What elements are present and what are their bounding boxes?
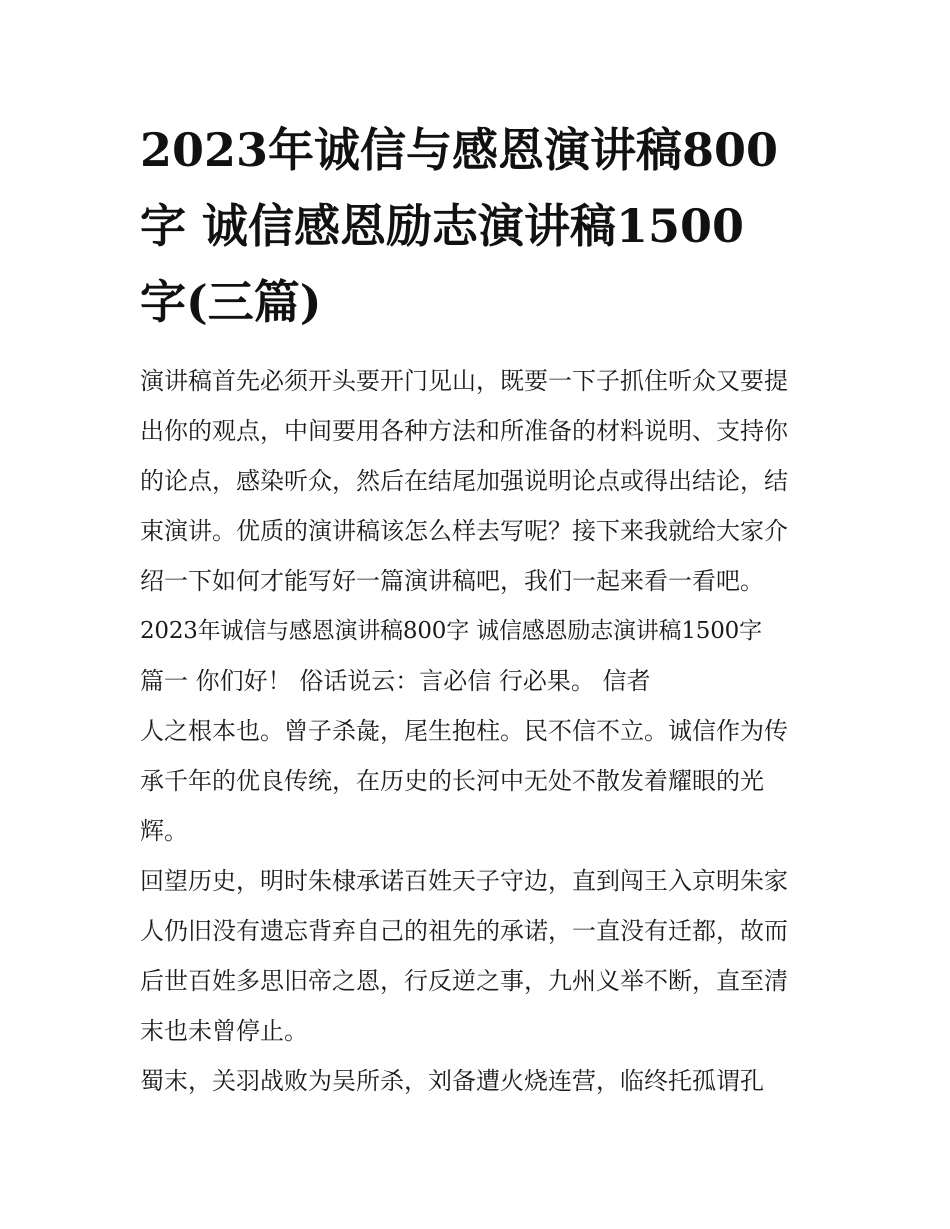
body-line: 出你的观点，中间要用各种方法和所准备的材料说明、支持你 <box>140 417 788 445</box>
title-line: 2023年诚信与感恩演讲稿800 <box>140 123 779 177</box>
document-title <box>140 112 820 340</box>
title-line: 字 诚信感恩励志演讲稿1500 <box>140 199 745 253</box>
body-line: 绍一下如何才能写好一篇演讲稿吧，我们一起来看一看吧。 <box>140 567 764 595</box>
body-line: 人之根本也。曾子杀彘，尾生抱柱。民不信不立。诚信作为传 <box>140 717 788 745</box>
body-line: 束演讲。优质的演讲稿该怎么样去写呢？接下来我就给大家介 <box>140 517 788 545</box>
body-line: 辉。 <box>140 817 188 845</box>
body-line: 末也未曾停止。 <box>140 1017 308 1045</box>
body-line: 蜀末，关羽战败为吴所杀，刘备遭火烧连营，临终托孤谓孔 <box>140 1067 764 1095</box>
body-line: 的论点，感染听众，然后在结尾加强说明论点或得出结论，结 <box>140 467 788 495</box>
body-line: 后世百姓多思旧帝之恩，行反逆之事，九州义举不断，直至清 <box>140 967 788 995</box>
document-body <box>140 356 820 1106</box>
body-line: 承千年的优良传统，在历史的长河中无处不散发着耀眼的光 <box>140 767 764 795</box>
body-line: 篇一 你们好！ 俗话说云：言必信 行必果。 信者 <box>140 667 651 695</box>
body-line: 演讲稿首先必须开头要开门见山，既要一下子抓住听众又要提 <box>140 367 788 395</box>
body-line: 2023年诚信与感恩演讲稿800字 诚信感恩励志演讲稿1500字 <box>140 618 762 644</box>
body-line: 回望历史，明时朱棣承诺百姓天子守边，直到闯王入京明朱家 <box>140 867 788 895</box>
title-line: 字(三篇) <box>140 275 322 329</box>
body-line: 人仍旧没有遗忘背弃自己的祖先的承诺，一直没有迁都，故而 <box>140 917 788 945</box>
